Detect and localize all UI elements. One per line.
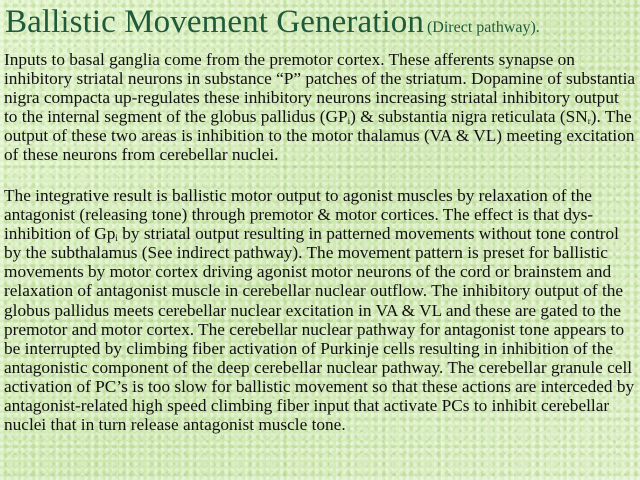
title-main: Ballistic Movement Generation — [5, 4, 424, 40]
p1-text-3: ). The output of these two areas is inhibition to the motor thalamus (VA & VL) meeting excitation of these neurons from cerebellar nuclei. — [4, 107, 635, 165]
p1-text-2: ) & substantia nigra reticulata (SN — [350, 107, 588, 127]
paragraph-inputs — [4, 50, 636, 165]
paragraph-integrative-result — [4, 186, 636, 434]
p1-text-1: Inputs to basal ganglia come from the premotor cortex. These afferents synapse on inhibitory striatal neurons in substance “P” patches of the striatum. Dopamine of substantia nigra compacta up-regulates these inhibitory neurons increasing striatal inhibitory output to the internal segment of the globus pallidus (GP — [4, 50, 636, 127]
p1-subscript-i: i — [347, 116, 351, 127]
p1-subscript-r: r — [587, 116, 591, 127]
p2-text-2: by striatal output resulting in patterned movements without tone control by the subthalamus (See indirect pathway). The movement pattern is preset for ballistic movements by motor cortex driving agonist motor neurons of the cord or brainstem and relaxation of antagonist muscle in cerebellar nuclear outflow. The inhibitory output of the globus pallidus meets cerebellar nuclear excitation in VA & VL and these are gated to the premotor and motor cortex. The cerebellar nuclear pathway for antagonist tone appears to be interrupted by climbing fiber activation of Purkinje cells resulting in inhibition of the antagonistic component of the deep cerebellar nuclear pathway. The cerebellar granule cell activation of PC’s is too slow for ballistic movement so that these actions are interceded by antagonist-related high speed climbing fiber input that activate PCs to inhibit cerebellar nuclei that in turn release antagonist muscle tone. — [4, 224, 635, 435]
slide-title — [5, 4, 540, 41]
p2-text-1: The integrative result is ballistic motor output to agonist muscles by relaxation of the antagonist (releasing tone) through premotor & motor cortices. The effect is that dys-inhibition of Gp — [4, 186, 594, 244]
title-subtitle: (Direct pathway). — [426, 19, 540, 36]
p2-subscript-i: i — [115, 233, 118, 244]
